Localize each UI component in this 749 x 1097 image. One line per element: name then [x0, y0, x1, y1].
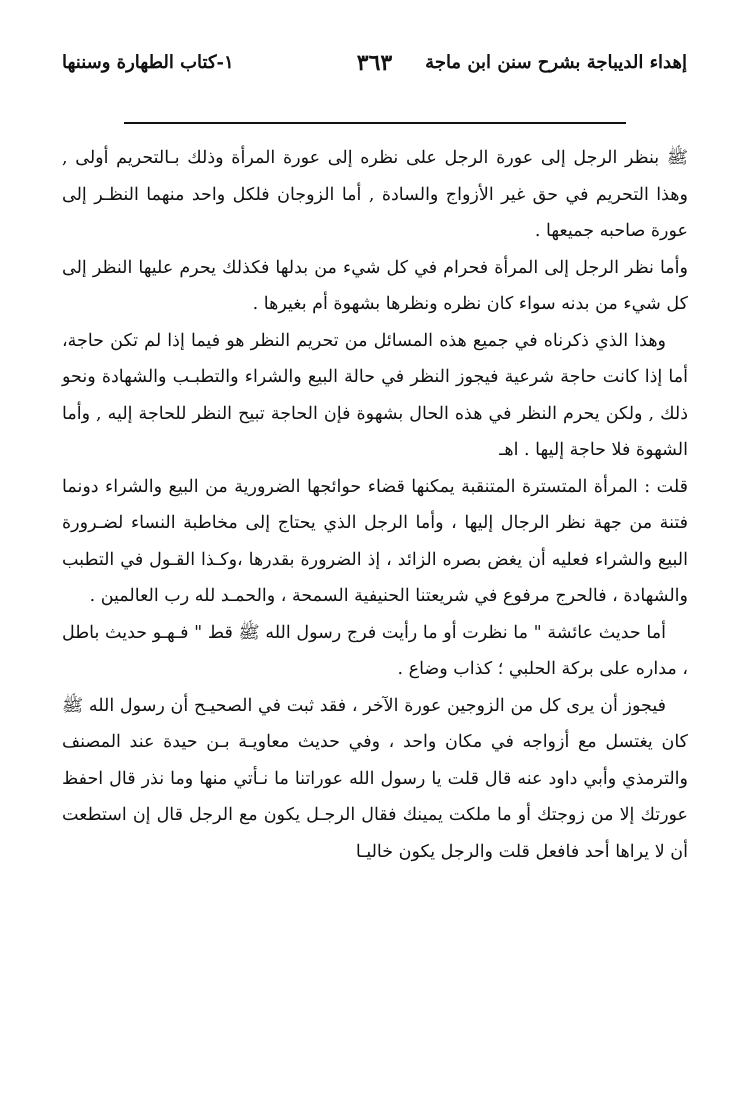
paragraph: ﷺ بنظر الرجل إلى عورة الرجل على نظره إلى عورة المرأة وذلك بـالتحريم أولى , وهذا التحريم في حق غير الأزواج والسادة , أما الزوجان فلكل واحد منهما النظـر إلى عورة صاحبه جميعها . [62, 148, 688, 241]
paragraph: فيجوز أن يرى كل من الزوجين عورة الآخر ، فقد ثبت في الصحيـح أن رسول الله ﷺ كان يغتسل مع أزواجه في مكان واحد ، وفي حديث معاويـة بـن حيدة عند المصنف والترمذي وأبي داود عنه قال قلت يا رسول الله عوراتنا ما نـأتي منها وما نذر قال احفظ عورتك إلا من زوجتك أو ما ملكت يمينك فقال الرجـل يكون مع الرجل قال إن استطعت أن لا يراها أحد فافعل قلت والرجل يكون خاليـا [62, 695, 688, 862]
chapter-title: ١-كتاب الطهارة وسننها [62, 52, 234, 73]
page-header [62, 52, 687, 92]
paragraph: وأما نظر الرجل إلى المرأة فحرام في كل شيء من بدلها فكذلك يحرم عليها النظر إلى كل شيء من بدنه سواء كان نظره ونظرها بشهوة أم بغيرها . [62, 257, 688, 314]
paragraph: وهذا الذي ذكرناه في جميع هذه المسائل من تحريم النظر هو فيما إذا لم تكن حاجة، أما إذا كانت حاجة شرعية فيجوز النظر في حالة البيع والشراء والتطبـب والشهادة ونحو ذلك , ولكن يحرم النظر في هذه الحال بشهوة فإن الحاجة تبيح النظر للحاجة إليه , وأما الشهوة فلا حاجة إليها . اهـ [62, 330, 688, 460]
running-title: إهداء الديباجة بشرح سنن ابن ماجة [425, 52, 687, 73]
body-text [62, 140, 688, 870]
paragraph: قلت : المرأة المتسترة المتنقبة يمكنها قضاء حوائجها الضرورية من البيع والشراء دونما فتنة من جهة نظر الرجال إليها ، وأما الرجل الذي يحتاج إلى مخاطبة النساء لضـرورة البيع والشراء فعليه أن يغض بصره الزائد ، إذ الضرورة بقدرها ،وكـذا القـول في التطبب والشهادة ، فالحرج مرفوع في شريعتنا الحنيفية السمحة ، والحمـد لله رب العالمين . [62, 476, 688, 606]
paragraph: أما حديث عائشة " ما نظرت أو ما رأيت فرج رسول الله ﷺ قط " فـهـو حديث باطل ، مداره على بركة الحلبي ؛ كذاب وضاع . [62, 622, 688, 679]
header-divider [124, 122, 626, 124]
page-number: ٣٦٣ [356, 50, 393, 76]
